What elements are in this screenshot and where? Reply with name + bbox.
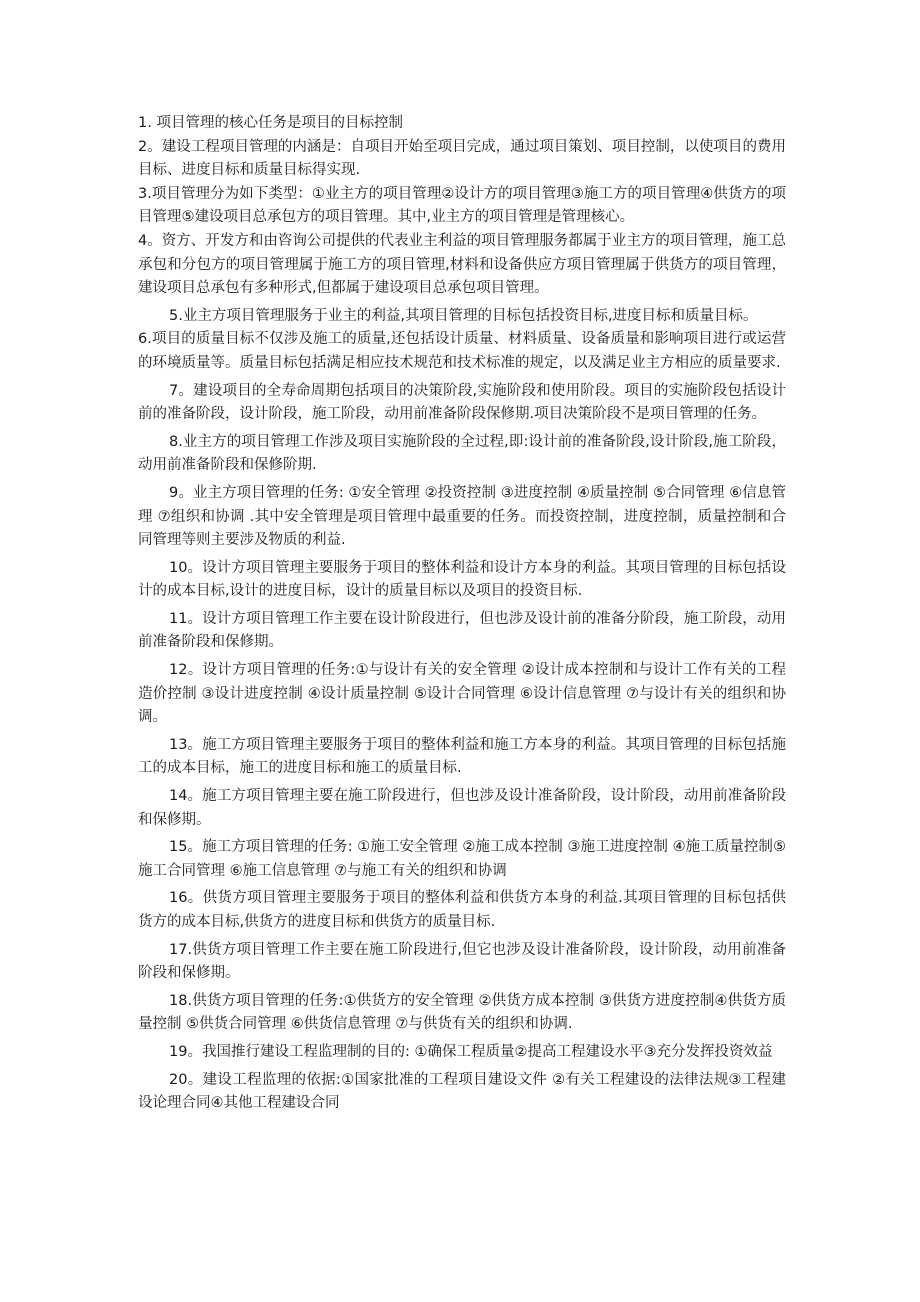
paragraph-3: 3.项目管理分为如下类型：①业主方的项目管理②设计方的项目管理③施工方的项目管理④供货方的项目管理⑤建设项目总承包方的项目管理。其中,业主方的项目管理是管理核心。 xyxy=(138,185,786,226)
paragraph-6: 6.项目的质量目标不仅涉及施工的质量,还包括设计质量、材料质量、设备质量和影响项目进行或运营的环境质量等。质量目标包括满足相应技术规范和技术标准的规定，以及满足业主方相应的质量要求. xyxy=(138,331,786,371)
paragraph-10: 10。设计方项目管理主要服务于项目的整体利益和设计方本身的利益。其项目管理的目标包括设计的成本目标,设计的进度目标，设计的质量目标以及项目的投资目标. xyxy=(138,559,786,600)
paragraph-5: 5.业主方项目管理服务于业主的利益,其项目管理的目标包括投资目标,进度目标和质量目标。 xyxy=(169,307,758,324)
paragraph-2: 2。建设工程项目管理的内涵是：自项目开始至项目完成，通过项目策划、项目控制，以使项目的费用目标、进度目标和质量目标得实现. xyxy=(138,138,786,179)
paragraph-18: 18.供货方项目管理的任务:①供货方的安全管理 ②供货方成本控制 ③供货方进度控制④供货方质量控制 ⑤供货合同管理 ⑥供货信息管理 ⑦与供货有关的组织和协调. xyxy=(138,992,786,1033)
paragraph-16: 16。供货方项目管理主要服务于项目的整体利益和供货方本身的利益.其项目管理的目标包括供货方的成本目标,供货方的进度目标和供货方的质量目标. xyxy=(138,890,786,930)
paragraph-13: 13。施工方项目管理主要服务于项目的整体利益和施工方本身的利益。其项目管理的目标包括施工的成本目标，施工的进度目标和施工的质量目标. xyxy=(138,736,786,777)
paragraph-19: 19。我国推行建设工程监理制的目的: ①确保工程质量②提高工程建设水平③充分发挥投资效益 xyxy=(169,1043,773,1060)
paragraph-7: 7。建设项目的全寿命周期包括项目的决策阶段,实施阶段和使用阶段。项目的实施阶段包括设计前的准备阶段，设计阶段，施工阶段，动用前准备阶段保修期.项目决策阶段不是项目管理的任务。 xyxy=(138,382,786,423)
paragraph-17: 17.供货方项目管理工作主要在施工阶段进行,但它也涉及设计准备阶段，设计阶段，动用前准备阶段和保修期。 xyxy=(138,941,786,982)
paragraph-4: 4。资方、开发方和由咨询公司提供的代表业主利益的项目管理服务都属于业主方的项目管理，施工总承包和分包方的项目管理属于施工方的项目管理,材料和设备供应方项目管理属于供货方的项目管理，建设项目总承包有多种形式,但都属于建设项目总承包项目管理。 xyxy=(138,232,786,297)
document-body xyxy=(138,112,786,1116)
paragraph-8: 8.业主方的项目管理工作涉及项目实施阶段的全过程,即:设计前的准备阶段,设计阶段,施工阶段，动用前准备阶段和保修阶期. xyxy=(138,433,786,474)
paragraph-9: 9。业主方项目管理的任务: ①安全管理 ②投资控制 ③进度控制 ④质量控制 ⑤合同管理 ⑥信息管理 ⑦组织和协调 .其中安全管理是项目管理中最重要的任务。而投资控制，进度控制，质量控制和合同管理等则主要涉及物质的利益. xyxy=(138,484,786,549)
paragraph-20: 20。建设工程监理的依据:①国家批准的工程项目建设文件 ②有关工程建设的法律法规③工程建设论理合同④其他工程建设合同 xyxy=(138,1071,786,1112)
paragraph-14: 14。施工方项目管理主要在施工阶段进行，但也涉及设计准备阶段，设计阶段，动用前准备阶段和保修期。 xyxy=(138,788,786,828)
paragraph-1: 1. 项目管理的核心任务是项目的目标控制 xyxy=(138,115,403,131)
paragraph-12: 12。设计方项目管理的任务:①与设计有关的安全管理 ②设计成本控制和与设计工作有关的工程造价控制 ③设计进度控制 ④设计质量控制 ⑤设计合同管理 ⑥设计信息管理 ⑦与设计有关的组织和协调。 xyxy=(138,662,786,726)
paragraph-11: 11。设计方项目管理工作主要在设计阶段进行，但也涉及设计前的准备分阶段，施工阶段，动用前准备阶段和保修期。 xyxy=(138,610,786,651)
paragraph-15: 15。施工方项目管理的任务: ①施工安全管理 ②施工成本控制 ③施工进度控制 ④施工质量控制⑤施工合同管理 ⑥施工信息管理 ⑦与施工有关的组织和协调 xyxy=(138,839,786,879)
